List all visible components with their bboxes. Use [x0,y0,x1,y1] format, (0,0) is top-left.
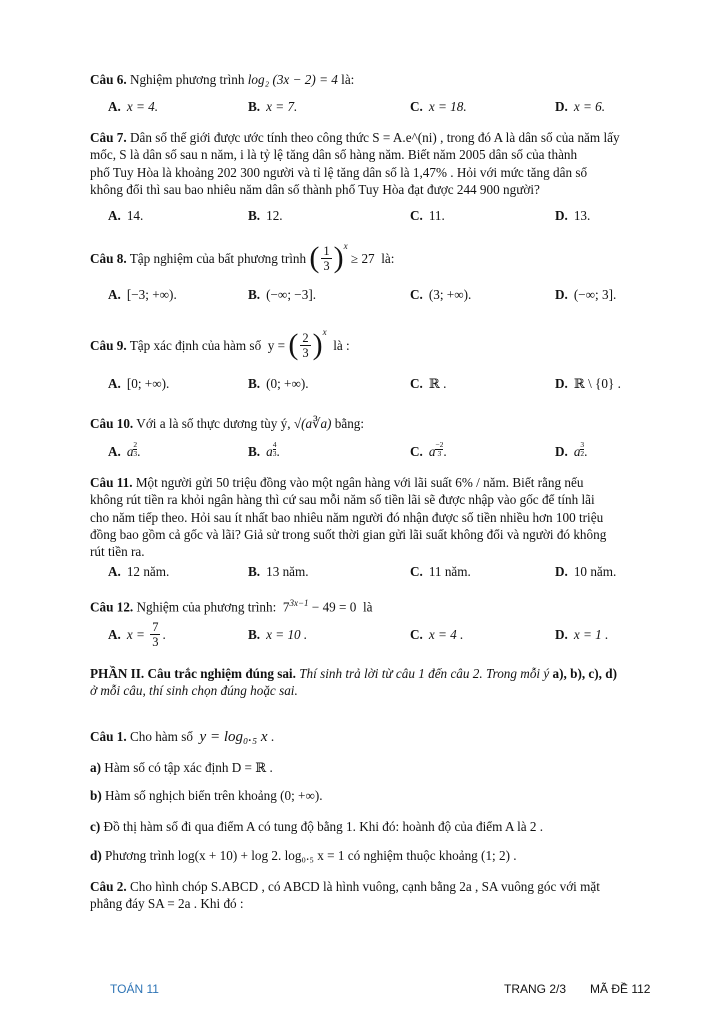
question-line: mốc, S là dân số sau n năm, i là tỷ lệ tăng dân số hàng năm. Biết năm 2005 dân số của thành [90,147,578,163]
question-label: Câu 1. [90,729,127,744]
question-line: phẳng đáy SA = 2a . Khi đó : [90,896,244,912]
question-7 [90,129,675,198]
math-expression: √(a∛a) [293,416,332,431]
option-a: A. 14. [108,208,144,223]
options-q9 [108,376,668,396]
question-text: Với a là số thực dương tùy ý, [133,416,294,431]
question-text: Nghiệm của phương trình: 7 [133,599,290,615]
question-text: Cho hàm số [126,729,200,744]
option-c: C. a $\frac{-2}{3}$ . [410,440,447,459]
question-11 [90,474,675,560]
exponent: x [322,327,327,337]
option-b: B. a $\frac{4}{3}$ . [248,440,280,459]
question-label: Câu 9. [90,337,127,353]
exponent: x [343,241,348,251]
statement-b: b) Hàm số nghịch biến trên khoảng (0; +∞). [90,788,323,803]
part-2-header [90,665,675,700]
option-c: C. x = 4 . [410,627,464,642]
footer-subject: TOÁN 11 [110,982,159,996]
question-tail: . [267,729,275,744]
options-q7 [108,208,668,228]
left-paren: ( [309,241,320,274]
inequality-rhs: ≥ 27 [347,250,375,266]
options-q10 [108,441,668,461]
option-d: D. x = 6. [555,99,606,114]
equation-rhs: − 49 = 0 [308,599,357,615]
option-a: A. a $\frac{2}{3}$ . [108,440,141,459]
option-b: B. (0; +∞). [248,376,309,391]
left-paren: ( [288,328,299,361]
question-label: Câu 2. [90,879,127,894]
question-line: rút tiền ra. [90,544,145,560]
question-line: Một người gửi 50 triệu đồng vào một ngân hàng với lãi suất 6% / năm. Biết rằng nếu [132,475,584,490]
option-a: A. 12 năm. [108,564,170,579]
option-a: A. x = 4. [108,99,159,114]
fraction: $\frac{2}{3}$ [302,330,309,360]
option-c: C. 11. [410,208,445,223]
section-title: PHẦN II. Câu trắc nghiệm đúng sai. [90,666,296,681]
option-c: C. ℝ . [410,376,447,391]
question-label: Câu 11. [90,475,133,490]
options-q11 [108,564,668,584]
question-line: Dân số thế giới được ước tính theo công thức S = A.e^(ni) , trong đó A là dân số của năm lấy [126,130,620,145]
item-keys: a), b), c), d) [552,666,617,681]
question-text: Nghiệm phương trình [126,72,248,87]
option-d: D. (−∞; 3]. [555,287,617,302]
option-d: D. ℝ \ {0} . [555,376,621,391]
option-a: A. x = $\frac{7}{3}$ . [108,620,166,649]
question-6 [90,71,673,88]
question-tail: là : [326,337,350,353]
option-b: B. x = 7. [248,99,298,114]
question-line: không đổi thì sau bao nhiêu năm dân số thành phố Tuy Hòa đạt được 244 900 người? [90,181,540,197]
question-tail: là: [337,72,355,87]
question-line: Cho hình chóp S.ABCD , có ABCD là hình vuông, cạnh bằng 2a , SA vuông góc với mặt [126,879,600,894]
question-line: phố Tuy Hòa là khoảng 202 300 người và tỉ lệ tăng dân số là 1,47% . Hỏi với mức tăng dân số [90,164,588,180]
option-b: B. (−∞; −3]. [248,287,317,302]
options-q8 [108,287,668,307]
question-label: Câu 7. [90,130,127,145]
option-b: B. 12. [248,208,283,223]
option-a: A. [0; +∞). [108,376,170,391]
option-d: D. x = 1 . [555,627,609,642]
option-a: A. [−3; +∞). [108,287,177,302]
question-text: Tập nghiệm của bất phương trình [126,250,310,266]
right-paren: ) [312,328,323,361]
option-b: B. 13 năm. [248,564,309,579]
footer-page: TRANG 2/3 [504,982,567,996]
option-b: B. x = 10 . [248,627,308,642]
math-expression: y = log₀.₅ x [199,729,268,745]
question-10 [90,415,673,432]
question-tail: bằng: [331,416,365,431]
right-paren: ) [333,241,344,274]
question-line: đồng bao gồm cả gốc và lãi? Giả sử trong suốt thời gian gửi lãi suất không đổi và người đó không [90,526,607,542]
section-instruction: Thí sinh trả lời từ câu 1 đến câu 2. Trong mỗi ý [295,666,553,681]
statement-d: d) Phương trình log(x + 10) + log 2. log₀.₅ x = 1 có nghiệm thuộc khoảng (1; 2) . [90,848,517,863]
option-c: C. 11 năm. [410,564,471,579]
options-q12 [108,620,668,652]
question-tail: là: [374,250,395,266]
part2-question-2 [90,878,675,913]
question-line: không rút tiền ra khỏi ngân hàng thì cứ sau mỗi năm số tiền lãi sẽ được nhập vào gốc để tính lãi [90,492,595,508]
question-8 [90,238,673,278]
exponent: 3x−1 [289,598,309,608]
option-c: C. (3; +∞). [410,287,472,302]
fraction: $\frac{1}{3}$ [323,243,330,273]
math-expression: log₂ (3x − 2) = 4 [247,72,338,87]
part2-question-1 [90,728,673,746]
footer-code: MÃ ĐỀ 112 [590,982,651,996]
statement-a: a) Hàm số có tập xác định D = ℝ . [90,760,273,775]
option-c: C. x = 18. [410,99,467,114]
question-label: Câu 6. [90,72,127,87]
question-label: Câu 8. [90,250,127,266]
question-label: Câu 12. [90,599,134,615]
section-instruction: ở mỗi câu, thí sinh chọn đúng hoặc sai. [90,683,298,699]
statement-c: c) Đồ thị hàm số đi qua điểm A có tung độ bằng 1. Khi đó: hoành độ của điểm A là 2 . [90,819,544,834]
option-d: D. 13. [555,208,591,223]
option-d: D. a $\frac{3}{2}$ . [555,440,588,459]
option-d: D. 10 năm. [555,564,617,579]
question-line: cho năm tiếp theo. Hỏi sau ít nhất bao nhiêu năm người đó nhận được số tiền nhiều hơn 100 triệu [90,509,604,525]
question-9 [90,324,673,366]
question-text: Tập xác định của hàm số y = [126,337,289,353]
question-tail: là [356,599,373,615]
question-label: Câu 10. [90,416,134,431]
options-q6 [108,99,668,119]
question-12 [90,595,673,615]
